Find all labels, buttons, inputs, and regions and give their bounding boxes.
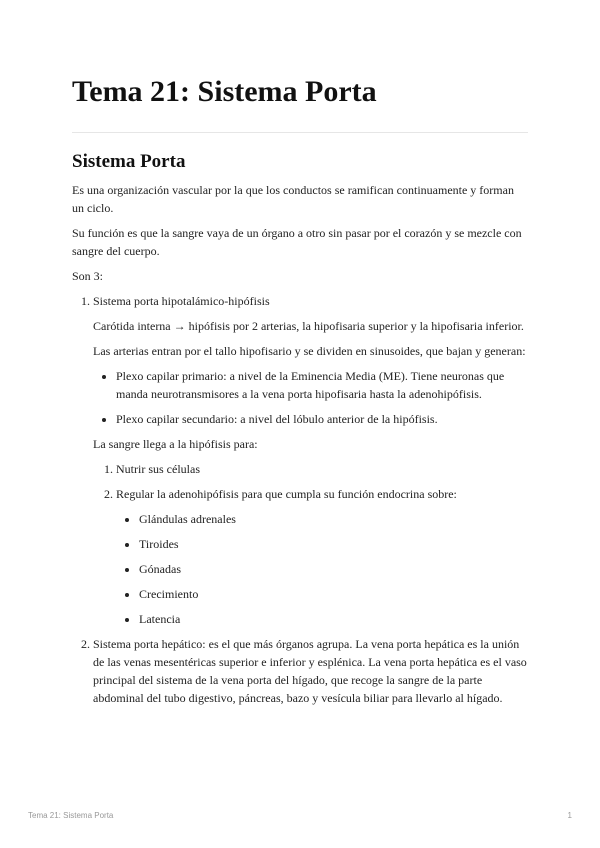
title-divider <box>72 132 528 133</box>
list-item: • Gónadas <box>139 560 528 578</box>
item-paragraph: La sangre llega a la hipófisis para: <box>93 437 258 451</box>
page-number: 1 <box>567 811 572 820</box>
list-item: • Plexo capilar secundario: a nivel del lóbulo anterior de la hipófisis. <box>116 410 528 428</box>
list-item <box>116 485 528 628</box>
document-page <box>72 72 528 713</box>
list-item-text: Regular la adenohipófisis para que cumpla su función endocrina sobre: <box>116 487 457 501</box>
purpose-list <box>93 460 528 628</box>
list-item-hypothalamic <box>93 292 528 628</box>
item-paragraph: Carótida interna → hipófisis por 2 arterias, la hipofisaria superior y la hipofisaria inferior. <box>93 319 524 333</box>
intro-paragraph: Su función es que la sangre vaya de un órgano a otro sin pasar por el corazón y se mezcle con sangre del cuerpo. <box>72 226 522 258</box>
page-title: Tema 21: Sistema Porta <box>72 75 377 108</box>
list-item: • Latencia <box>139 610 528 628</box>
section-heading: Sistema Porta <box>72 151 186 172</box>
page-footer <box>28 811 572 820</box>
list-item: • Crecimiento <box>139 585 528 603</box>
item-body <box>93 317 528 628</box>
intro-paragraph: Es una organización vascular por la que los conductos se ramifican continuamente y forman un ciclo. <box>72 183 514 215</box>
item-paragraph: Las arterias entran por el tallo hipofisario y se dividen en sinusoides, que bajan y generan: <box>93 344 526 358</box>
footer-title: Tema 21: Sistema Porta <box>28 811 114 820</box>
portal-systems-list <box>72 292 528 707</box>
list-item: • Plexo capilar primario: a nivel de la Eminencia Media (ME). Tiene neuronas que manda neurotransmisores a la vena porta hipofisaria hasta la adenohipófisis. <box>116 367 528 403</box>
list-item-hepatic: 2. Sistema porta hepático: es el que más órganos agrupa. La vena porta hepática es la unión de las venas mesentéricas superior e inferior y esplénica. La vena porta hepática es el vaso principal del sistema de la vena porta del hígado, que recoge la sangre de la parte abdominal del tubo digestivo, páncreas, bazo y vesícula biliar para llevarlo al hígado. <box>93 635 528 707</box>
plexus-list <box>93 367 528 428</box>
list-item: • Tiroides <box>139 535 528 553</box>
list-item <box>116 460 528 478</box>
list-item-text: Nutrir sus células <box>116 462 200 476</box>
intro-paragraph: Son 3: <box>72 269 104 283</box>
glands-list <box>116 510 528 628</box>
item-title: 1. Sistema porta hipotalámico-hipófisis <box>93 294 270 308</box>
list-item: • Glándulas adrenales <box>139 510 528 528</box>
